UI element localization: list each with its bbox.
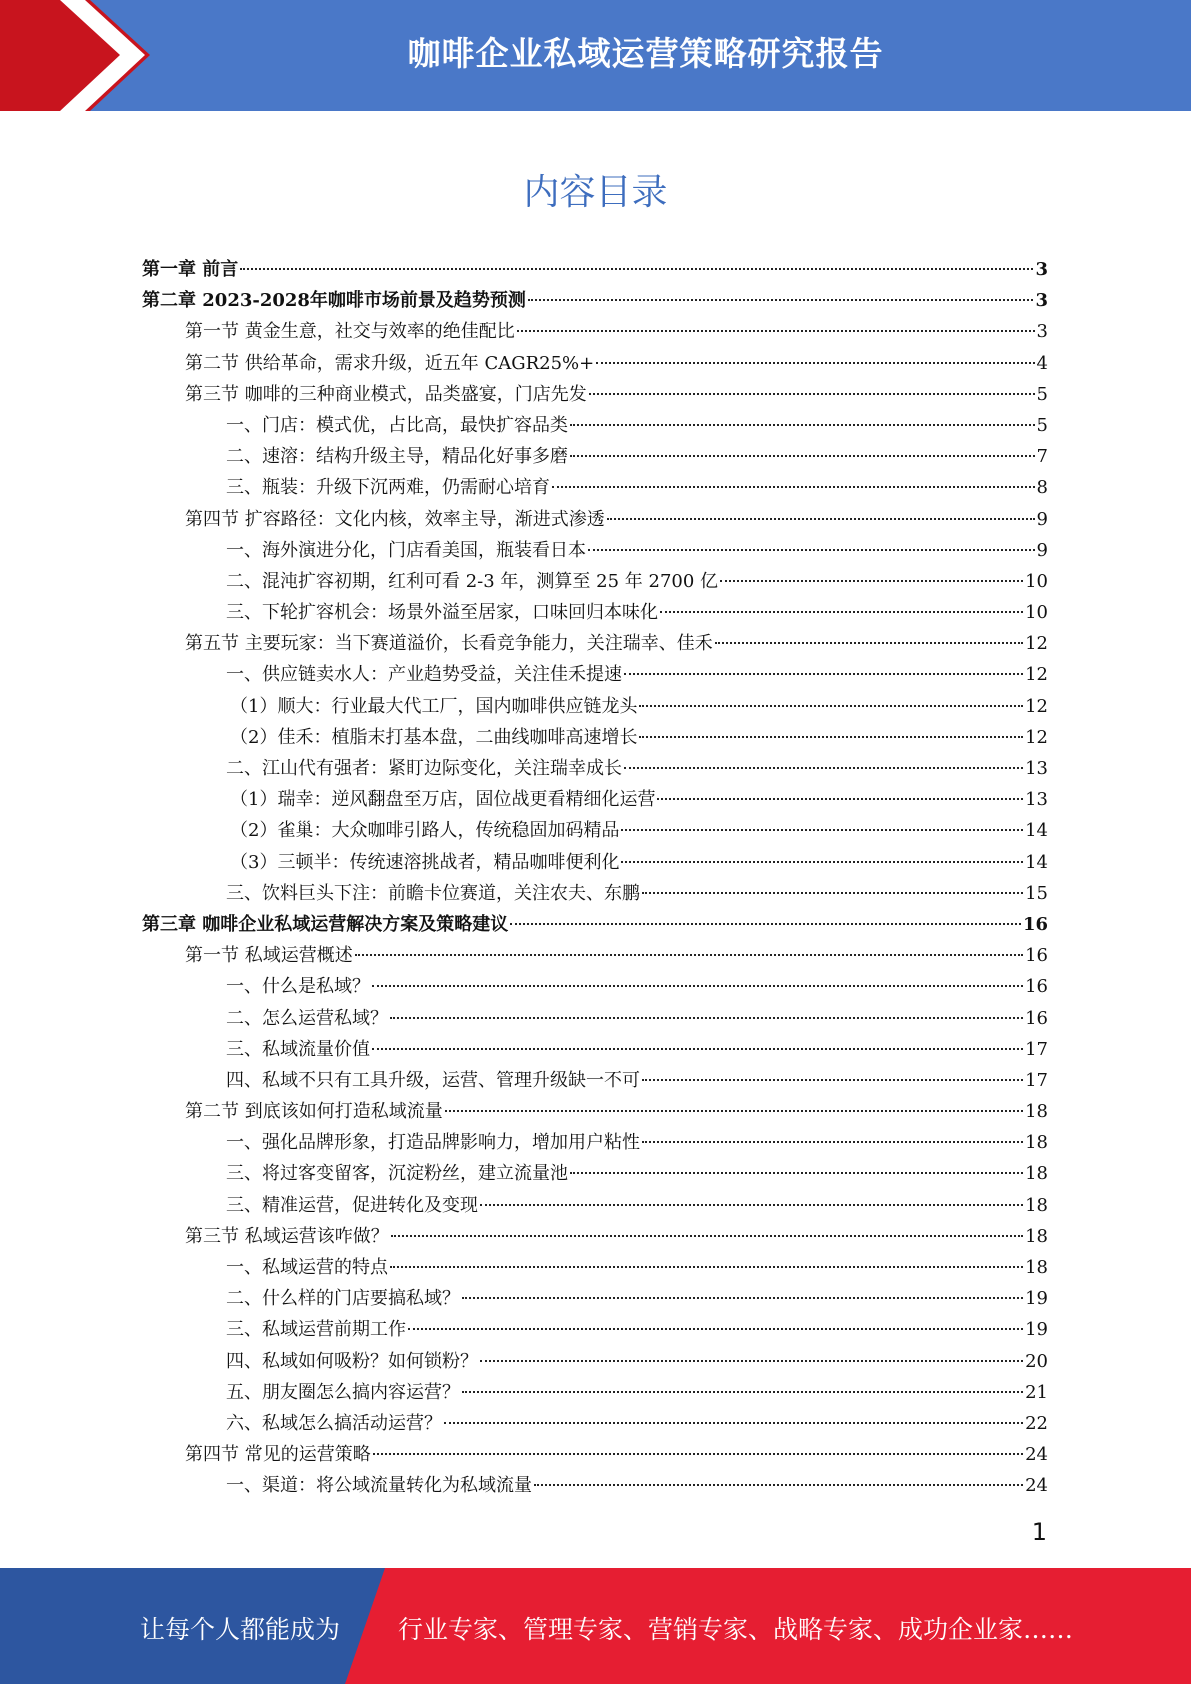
toc-entry[interactable]	[142, 254, 1048, 285]
toc-dot-leader	[391, 1235, 1023, 1237]
toc-entry[interactable]	[142, 940, 1048, 971]
toc-entry-page: 18	[1025, 1194, 1048, 1216]
footer-slogan-left: 让每个人都能成为	[140, 1615, 341, 1644]
toc-entry-title: 第五节 主要玩家：当下赛道溢价，长看竞争能力，关注瑞幸、佳禾	[185, 633, 713, 655]
toc-dot-leader	[621, 829, 1023, 831]
toc-entry-page: 14	[1025, 851, 1048, 873]
toc-entry-title: 第二节 供给革命，需求升级，近五年 CAGR25%+	[185, 352, 595, 374]
toc-entry-title: 四、私域如何吸粉？如何锁粉？	[226, 1350, 478, 1372]
toc-dot-leader	[639, 736, 1023, 738]
toc-entry[interactable]	[142, 659, 1048, 690]
toc-entry-page: 12	[1025, 726, 1048, 748]
toc-dot-leader	[596, 362, 1034, 364]
toc-entry-page: 17	[1025, 1038, 1048, 1060]
toc-dot-leader	[624, 767, 1023, 769]
toc-entry[interactable]	[142, 1314, 1048, 1345]
toc-entry[interactable]	[142, 1158, 1048, 1189]
footer-band	[0, 1568, 1191, 1684]
toc-entry-page: 18	[1025, 1257, 1048, 1278]
toc-entry-title: 二、速溶：结构升级主导，精品化好事多磨	[226, 446, 568, 468]
toc-dot-leader	[444, 1422, 1023, 1424]
toc-entry-title: 三、瓶装：升级下沉两难，仍需耐心培育	[226, 477, 550, 499]
toc-dot-leader	[373, 1453, 1023, 1455]
toc-entry-title: 二、怎么运营私域？	[226, 1007, 388, 1029]
toc-entry-page: 12	[1025, 633, 1048, 655]
toc-dot-leader	[462, 1391, 1023, 1393]
toc-entry-page: 13	[1025, 758, 1048, 779]
toc-dot-leader	[715, 642, 1023, 644]
toc-entry[interactable]	[142, 566, 1048, 597]
toc-entry-page: 4	[1036, 352, 1048, 374]
toc-entry[interactable]	[142, 441, 1048, 472]
toc-dot-leader	[480, 1204, 1023, 1206]
toc-entry-page: 10	[1025, 602, 1048, 624]
toc-entry-page: 9	[1036, 539, 1048, 561]
toc-dot-leader	[639, 705, 1023, 707]
toc-dot-leader	[588, 549, 1035, 551]
toc-entry[interactable]	[142, 1096, 1048, 1127]
toc-entry[interactable]	[142, 1034, 1048, 1065]
table-of-contents	[142, 254, 1048, 1502]
toc-entry[interactable]	[142, 691, 1048, 722]
toc-dot-leader	[720, 580, 1023, 582]
toc-dot-leader	[657, 798, 1023, 800]
toc-entry-title: 四、私域不只有工具升级，运营、管理升级缺一不可	[226, 1069, 640, 1091]
toc-entry-title: 三、饮料巨头下注：前瞻卡位赛道，关注农夫、东鹏	[226, 882, 640, 904]
toc-entry[interactable]	[142, 971, 1048, 1002]
toc-entry[interactable]	[142, 597, 1048, 628]
toc-dot-leader	[552, 486, 1035, 488]
toc-entry-title: 第三节 咖啡的三种商业模式，品类盛宴，门店先发	[185, 383, 587, 405]
toc-dot-leader	[621, 861, 1023, 863]
toc-entry-title: 第三节 私域运营该咋做？	[185, 1225, 389, 1247]
toc-dot-leader	[390, 1017, 1023, 1019]
toc-dot-leader	[642, 1079, 1023, 1081]
toc-entry-title: 三、精准运营，促进转化及变现	[226, 1194, 478, 1216]
toc-entry-title: 第四节 常见的运营策略	[185, 1444, 371, 1466]
toc-entry-title: 一、私域运营的特点	[226, 1257, 388, 1278]
toc-dot-leader	[372, 985, 1023, 987]
toc-entry-title: 二、江山代有强者：紧盯边际变化，关注瑞幸成长	[226, 758, 622, 779]
toc-entry-title: 一、什么是私域？	[226, 976, 370, 998]
toc-entry[interactable]	[142, 472, 1048, 503]
toc-dot-leader	[642, 1141, 1023, 1143]
toc-entry-page: 16	[1025, 1007, 1048, 1029]
toc-entry[interactable]	[142, 535, 1048, 566]
toc-entry[interactable]	[142, 1346, 1048, 1377]
toc-entry-page: 16	[1025, 945, 1048, 967]
toc-dot-leader	[240, 268, 1033, 270]
toc-entry[interactable]	[142, 1283, 1048, 1314]
toc-entry-title: （1）顺大：行业最大代工厂，国内咖啡供应链龙头	[230, 695, 638, 717]
toc-entry-page: 7	[1036, 446, 1048, 468]
toc-entry-title: 第一节 私域运营概述	[185, 945, 353, 967]
toc-entry-page: 19	[1025, 1319, 1048, 1341]
page-number: 1	[1031, 1518, 1047, 1546]
toc-entry-title: 三、下轮扩容机会：场景外溢至居家，口味回归本味化	[226, 602, 658, 624]
toc-entry[interactable]	[142, 753, 1048, 784]
toc-dot-leader	[517, 330, 1035, 332]
toc-dot-leader	[570, 1172, 1023, 1174]
toc-heading: 内容目录	[523, 172, 668, 213]
toc-entry[interactable]	[142, 1377, 1048, 1408]
toc-dot-leader	[480, 1360, 1023, 1362]
toc-entry-page: 14	[1025, 820, 1048, 842]
toc-entry-page: 18	[1025, 1225, 1048, 1247]
toc-entry-page: 17	[1025, 1069, 1048, 1091]
toc-dot-leader	[624, 673, 1023, 675]
toc-entry-title: 三、将过客变留客，沉淀粉丝，建立流量池	[226, 1163, 568, 1185]
toc-dot-leader	[570, 455, 1035, 457]
toc-entry[interactable]	[142, 722, 1048, 753]
toc-entry-title: 一、强化品牌形象，打造品牌影响力，增加用户粘性	[226, 1132, 640, 1154]
toc-entry-page: 18	[1025, 1163, 1048, 1185]
toc-entry-title: 三、私域流量价值	[226, 1038, 370, 1060]
footer-slogan-right: 行业专家、管理专家、营销专家、战略专家、成功企业家……	[398, 1615, 1074, 1644]
toc-entry-title: 第三章 咖啡企业私域运营解决方案及策略建议	[142, 913, 509, 935]
toc-entry-page: 3	[1036, 321, 1048, 343]
toc-entry[interactable]	[142, 285, 1048, 316]
toc-entry[interactable]	[142, 909, 1048, 940]
toc-entry[interactable]	[142, 379, 1048, 410]
toc-entry-title: 六、私域怎么搞活动运营？	[226, 1412, 442, 1434]
toc-entry-page: 18	[1025, 1132, 1048, 1154]
toc-entry[interactable]	[142, 410, 1048, 441]
toc-entry-page: 16	[1022, 913, 1048, 935]
toc-entry[interactable]	[142, 784, 1048, 815]
header-arrow-icon	[0, 0, 160, 111]
toc-entry-title: 二、混沌扩容初期，红利可看 2-3 年，测算至 25 年 2700 亿	[226, 570, 719, 592]
toc-entry[interactable]	[142, 316, 1048, 347]
toc-entry-page: 12	[1025, 695, 1048, 717]
toc-dot-leader	[510, 923, 1021, 925]
toc-entry-title: （1）瑞幸：逆风翻盘至万店，固位战更看精细化运营	[230, 789, 656, 811]
toc-entry[interactable]	[142, 1190, 1048, 1221]
toc-dot-leader	[372, 1048, 1023, 1050]
toc-dot-leader	[445, 1110, 1023, 1112]
toc-entry-title: 一、供应链卖水人：产业趋势受益，关注佳禾提速	[226, 664, 622, 686]
toc-entry-title: （3）三顿半：传统速溶挑战者，精品咖啡便利化	[230, 851, 620, 873]
toc-entry-page: 19	[1025, 1288, 1048, 1310]
toc-entry-title: 二、什么样的门店要搞私域？	[226, 1288, 460, 1310]
toc-entry-page: 3	[1035, 290, 1048, 312]
toc-dot-leader	[528, 299, 1034, 301]
toc-entry-title: 第四节 扩容路径：文化内核，效率主导，渐进式渗透	[185, 508, 605, 530]
toc-dot-leader	[408, 1328, 1023, 1330]
toc-entry-page: 5	[1036, 383, 1048, 405]
toc-dot-leader	[660, 611, 1023, 613]
toc-entry[interactable]	[142, 1252, 1048, 1283]
toc-entry[interactable]	[142, 1065, 1048, 1096]
toc-entry-page: 16	[1025, 976, 1048, 998]
toc-entry-page: 21	[1025, 1381, 1048, 1403]
toc-entry-page: 24	[1025, 1475, 1048, 1497]
toc-entry-title: （2）雀巢：大众咖啡引路人，传统稳固加码精品	[230, 820, 620, 842]
toc-entry[interactable]	[142, 1470, 1048, 1501]
toc-entry[interactable]	[142, 348, 1048, 379]
toc-dot-leader	[570, 424, 1035, 426]
toc-entry[interactable]	[142, 815, 1048, 846]
toc-entry-page: 18	[1025, 1101, 1048, 1123]
toc-entry-title: 第一节 黄金生意，社交与效率的绝佳配比	[185, 321, 515, 343]
toc-entry-title: 第二章 2023-2028年咖啡市场前景及趋势预测	[142, 290, 526, 312]
toc-entry[interactable]	[142, 1408, 1048, 1439]
toc-entry-page: 20	[1025, 1350, 1048, 1372]
toc-entry[interactable]	[142, 628, 1048, 659]
toc-entry[interactable]	[142, 1003, 1048, 1034]
toc-entry-page: 13	[1025, 789, 1048, 811]
toc-entry-page: 9	[1036, 508, 1048, 530]
toc-entry-page: 10	[1025, 570, 1048, 592]
toc-entry-title: 一、渠道：将公域流量转化为私域流量	[226, 1475, 532, 1497]
toc-dot-leader	[642, 892, 1023, 894]
toc-dot-leader	[355, 954, 1023, 956]
header-title: 咖啡企业私域运营策略研究报告	[407, 34, 884, 73]
toc-entry-title: （2）佳禾：植脂末打基本盘，二曲线咖啡高速增长	[230, 726, 638, 748]
toc-entry[interactable]	[142, 504, 1048, 535]
toc-entry[interactable]	[142, 1221, 1048, 1252]
toc-dot-leader	[390, 1266, 1023, 1268]
toc-entry-page: 24	[1025, 1444, 1048, 1466]
toc-entry-title: 三、私域运营前期工作	[226, 1319, 406, 1341]
toc-entry-page: 5	[1036, 414, 1048, 436]
toc-entry-page: 12	[1025, 664, 1048, 686]
toc-entry-title: 五、朋友圈怎么搞内容运营？	[226, 1381, 460, 1403]
header-band	[0, 0, 1191, 111]
toc-entry-page: 8	[1036, 477, 1048, 499]
toc-dot-leader	[462, 1297, 1023, 1299]
toc-entry-title: 一、海外演进分化，门店看美国，瓶装看日本	[226, 539, 586, 561]
toc-entry[interactable]	[142, 1439, 1048, 1470]
toc-entry-title: 第一章 前言	[142, 259, 239, 280]
toc-entry-page: 3	[1035, 259, 1048, 280]
toc-entry-title: 一、门店：模式优，占比高，最快扩容品类	[226, 414, 568, 436]
toc-entry-page: 22	[1025, 1412, 1048, 1434]
toc-entry[interactable]	[142, 1127, 1048, 1158]
toc-entry-page: 15	[1025, 882, 1048, 904]
toc-entry[interactable]	[142, 847, 1048, 878]
toc-entry-title: 第二节 到底该如何打造私域流量	[185, 1101, 443, 1123]
toc-dot-leader	[589, 393, 1035, 395]
toc-entry[interactable]	[142, 878, 1048, 909]
toc-dot-leader	[607, 518, 1035, 520]
toc-dot-leader	[534, 1484, 1023, 1486]
